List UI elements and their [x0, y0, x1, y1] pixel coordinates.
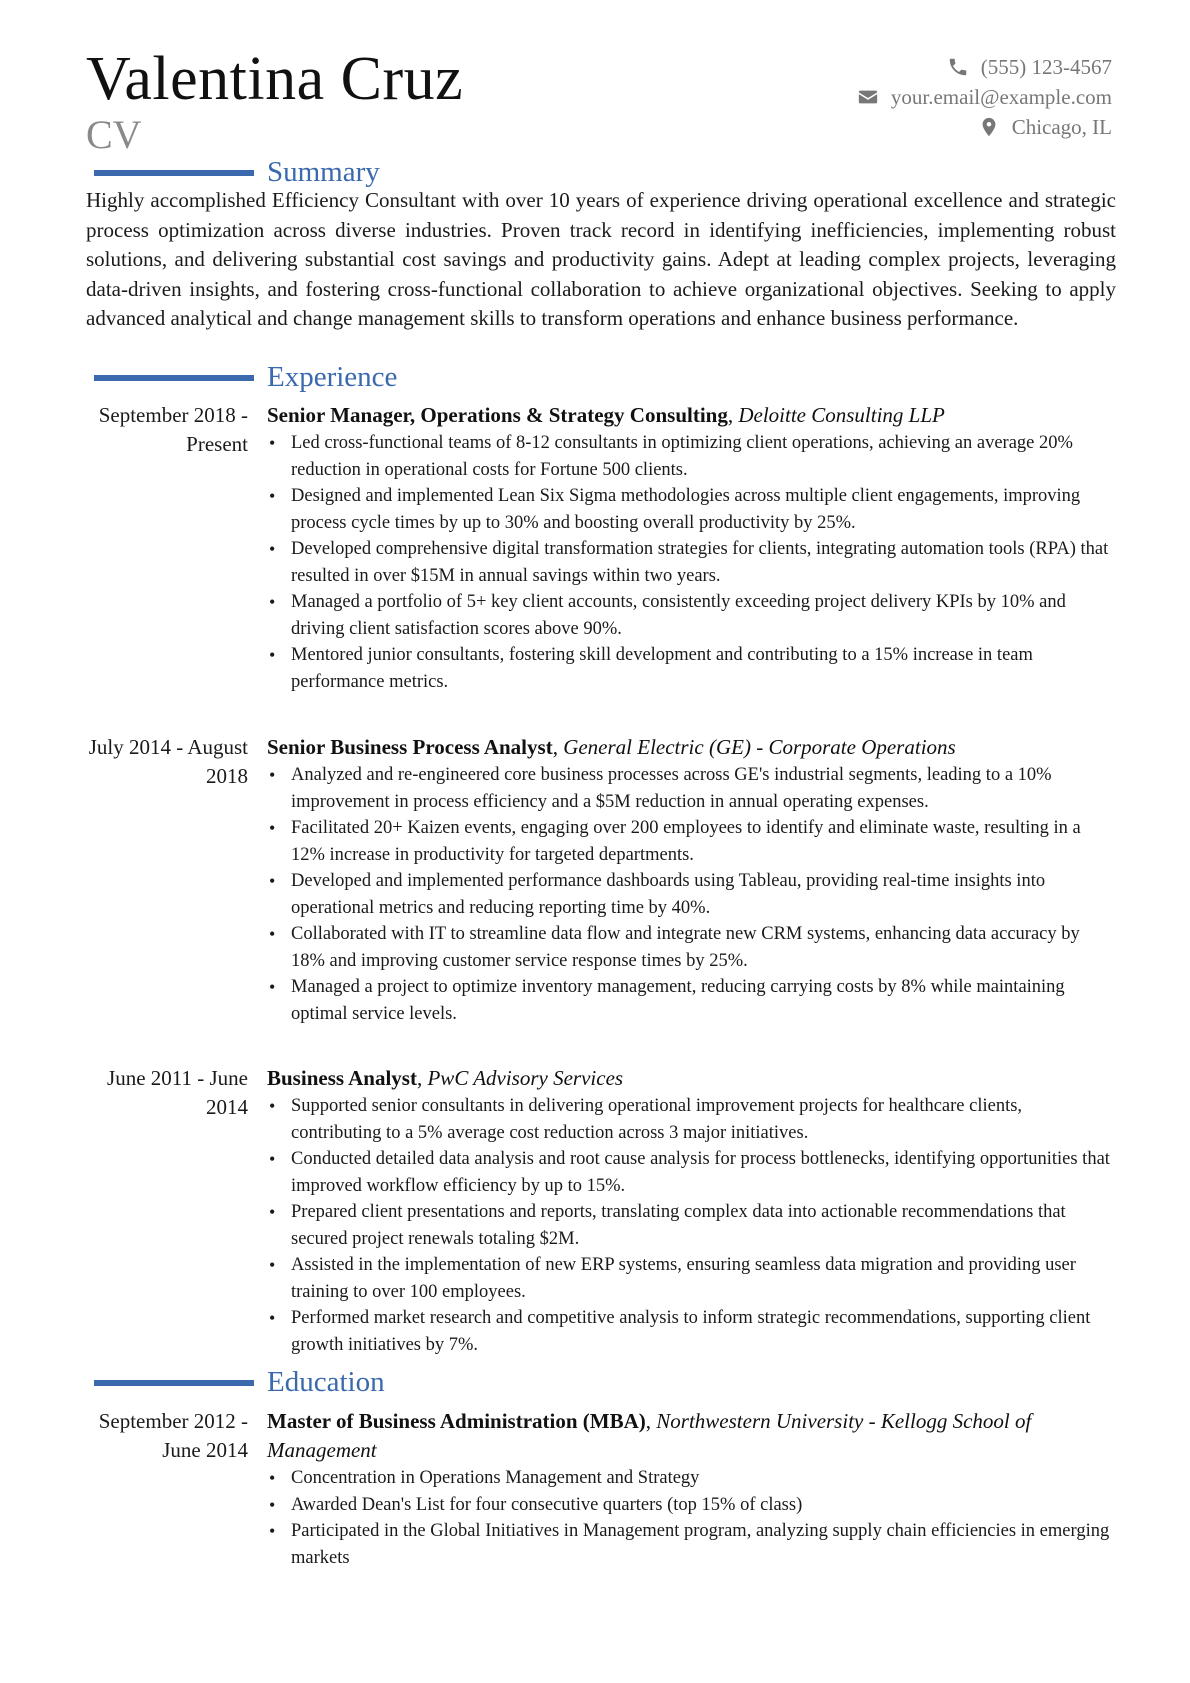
email-link[interactable]: your.email@example.com	[890, 85, 1112, 109]
entry-role: Senior Business Process Analyst	[267, 735, 553, 759]
entry-bullet-list	[267, 1093, 1117, 1358]
list-item: • Prepared client presentations and reports, translating complex data into actionable recommendations that secured project renewals totaling $2M.	[267, 1199, 1117, 1252]
section-accent-bar	[94, 170, 254, 176]
location-text: Chicago, IL	[1011, 115, 1112, 139]
list-item: • Mentored junior consultants, fostering skill development and contributing to a 15% increase in team performance metrics.	[267, 642, 1117, 695]
entry-date: June 2011 - June 2014	[107, 1066, 248, 1119]
section-title: Education	[267, 1366, 385, 1398]
section-title: Experience	[267, 361, 398, 393]
contact-block	[857, 52, 1112, 142]
summary-text: Highly accomplished Efficiency Consultant with over 10 years of experience driving operational excellence and strategic process optimization across diverse industries. Proven track record in identifying inefficiencies, implementing robust solutions, and delivering substantial cost savings and productivity gains. Adept at leading complex projects, leveraging data-driven insights, and fostering cross-functional collaboration to achieve organizational objectives. Seeking to apply advanced analytical and change management skills to transform operations and enhance business performance.	[86, 188, 1116, 330]
list-item: • Analyzed and re-engineered core business processes across GE's industrial segments, leading to a 10% improvement in process efficiency and a $5M reduction in annual operating expenses.	[267, 762, 1117, 815]
entry-date: July 2014 - August 2018	[88, 735, 248, 788]
entry-body	[267, 401, 1117, 695]
list-item: • Conducted detailed data analysis and root cause analysis for process bottlenecks, identifying opportunities that improved workflow efficiency by up to 15%.	[267, 1146, 1117, 1199]
entry-organization: Deloitte Consulting LLP	[738, 403, 945, 427]
section-education-heading	[94, 1364, 1114, 1400]
list-item: • Performed market research and competitive analysis to inform strategic recommendations, supporting client growth initiatives by 7%.	[267, 1305, 1117, 1358]
entry-title: Senior Manager, Operations & Strategy Consulting, Deloitte Consulting LLP	[267, 403, 945, 427]
list-item: • Facilitated 20+ Kaizen events, engaging over 200 employees to identify and eliminate waste, resulting in a 12% increase in productivity for targeted departments.	[267, 815, 1117, 868]
list-item: • Developed and implemented performance dashboards using Tableau, providing real-time insights into operational metrics and reducing reporting time by 40%.	[267, 868, 1117, 921]
list-item: • Managed a portfolio of 5+ key client accounts, consistently exceeding project delivery KPIs by 10% and driving client satisfaction scores above 90%.	[267, 589, 1117, 642]
entry-role: Senior Manager, Operations & Strategy Consulting	[267, 403, 728, 427]
list-item: • Collaborated with IT to streamline data flow and integrate new CRM systems, enhancing data accuracy by 18% and improving customer service response times by 25%.	[267, 921, 1117, 974]
contact-phone	[857, 52, 1112, 82]
entry-organization: Northwestern University - Kellogg School of Management	[267, 1409, 1032, 1462]
list-item: • Participated in the Global Initiatives in Management program, analyzing supply chain efficiencies in emerging markets	[267, 1518, 1117, 1571]
section-accent-bar	[94, 375, 254, 381]
entry-body	[267, 733, 1117, 1027]
phone-text[interactable]: (555) 123-4567	[980, 55, 1112, 79]
list-item: • Assisted in the implementation of new ERP systems, ensuring seamless data migration and providing user training to over 100 employees.	[267, 1252, 1117, 1305]
entry-bullet-list	[267, 762, 1117, 1027]
envelope-icon	[857, 86, 879, 108]
entry-organization: General Electric (GE) - Corporate Operations	[563, 735, 956, 759]
entry-date: September 2018 - Present	[98, 403, 248, 456]
entry-bullet-list	[267, 1465, 1117, 1571]
entry-date: September 2012 - June 2014	[98, 1409, 248, 1462]
entry-organization: PwC Advisory Services	[427, 1066, 624, 1090]
list-item: • Managed a project to optimize inventory management, reducing carrying costs by 8% while maintaining optimal service levels.	[267, 974, 1117, 1027]
list-item: • Developed comprehensive digital transformation strategies for clients, integrating automation tools (RPA) that resulted in over $15M in annual savings within two years.	[267, 536, 1117, 589]
entry-title: Master of Business Administration (MBA), Northwestern University - Kellogg School of Management	[267, 1409, 1032, 1462]
section-summary-heading	[94, 154, 1114, 190]
entry-body	[267, 1407, 1117, 1571]
map-pin-icon	[978, 116, 1000, 138]
entry-role: Business Analyst	[267, 1066, 417, 1090]
section-experience-heading	[94, 359, 1114, 395]
contact-email	[857, 82, 1112, 112]
entry-body	[267, 1064, 1117, 1358]
list-item: • Supported senior consultants in delivering operational improvement projects for healthcare clients, contributing to a 5% average cost reduction across 3 major initiatives.	[267, 1093, 1117, 1146]
candidate-name: Valentina Cruz	[86, 45, 464, 113]
phone-icon	[947, 56, 969, 78]
entry-title: Business Analyst, PwC Advisory Services	[267, 1066, 624, 1090]
list-item: • Concentration in Operations Management and Strategy	[267, 1465, 1117, 1492]
section-title: Summary	[267, 156, 380, 188]
contact-location	[857, 112, 1112, 142]
document-subtitle: CV	[86, 112, 142, 157]
list-item: • Led cross-functional teams of 8-12 consultants in optimizing client operations, achieving an average 20% reduction in operational costs for Fortune 500 clients.	[267, 430, 1117, 483]
list-item: • Awarded Dean's List for four consecutive quarters (top 15% of class)	[267, 1492, 1117, 1519]
entry-bullet-list	[267, 430, 1117, 695]
entry-role: Master of Business Administration (MBA)	[267, 1409, 646, 1433]
entry-title: Senior Business Process Analyst, General Electric (GE) - Corporate Operations	[267, 735, 956, 759]
list-item: • Designed and implemented Lean Six Sigma methodologies across multiple client engagements, improving process cycle times by up to 30% and boosting overall productivity by 25%.	[267, 483, 1117, 536]
section-accent-bar	[94, 1380, 254, 1386]
